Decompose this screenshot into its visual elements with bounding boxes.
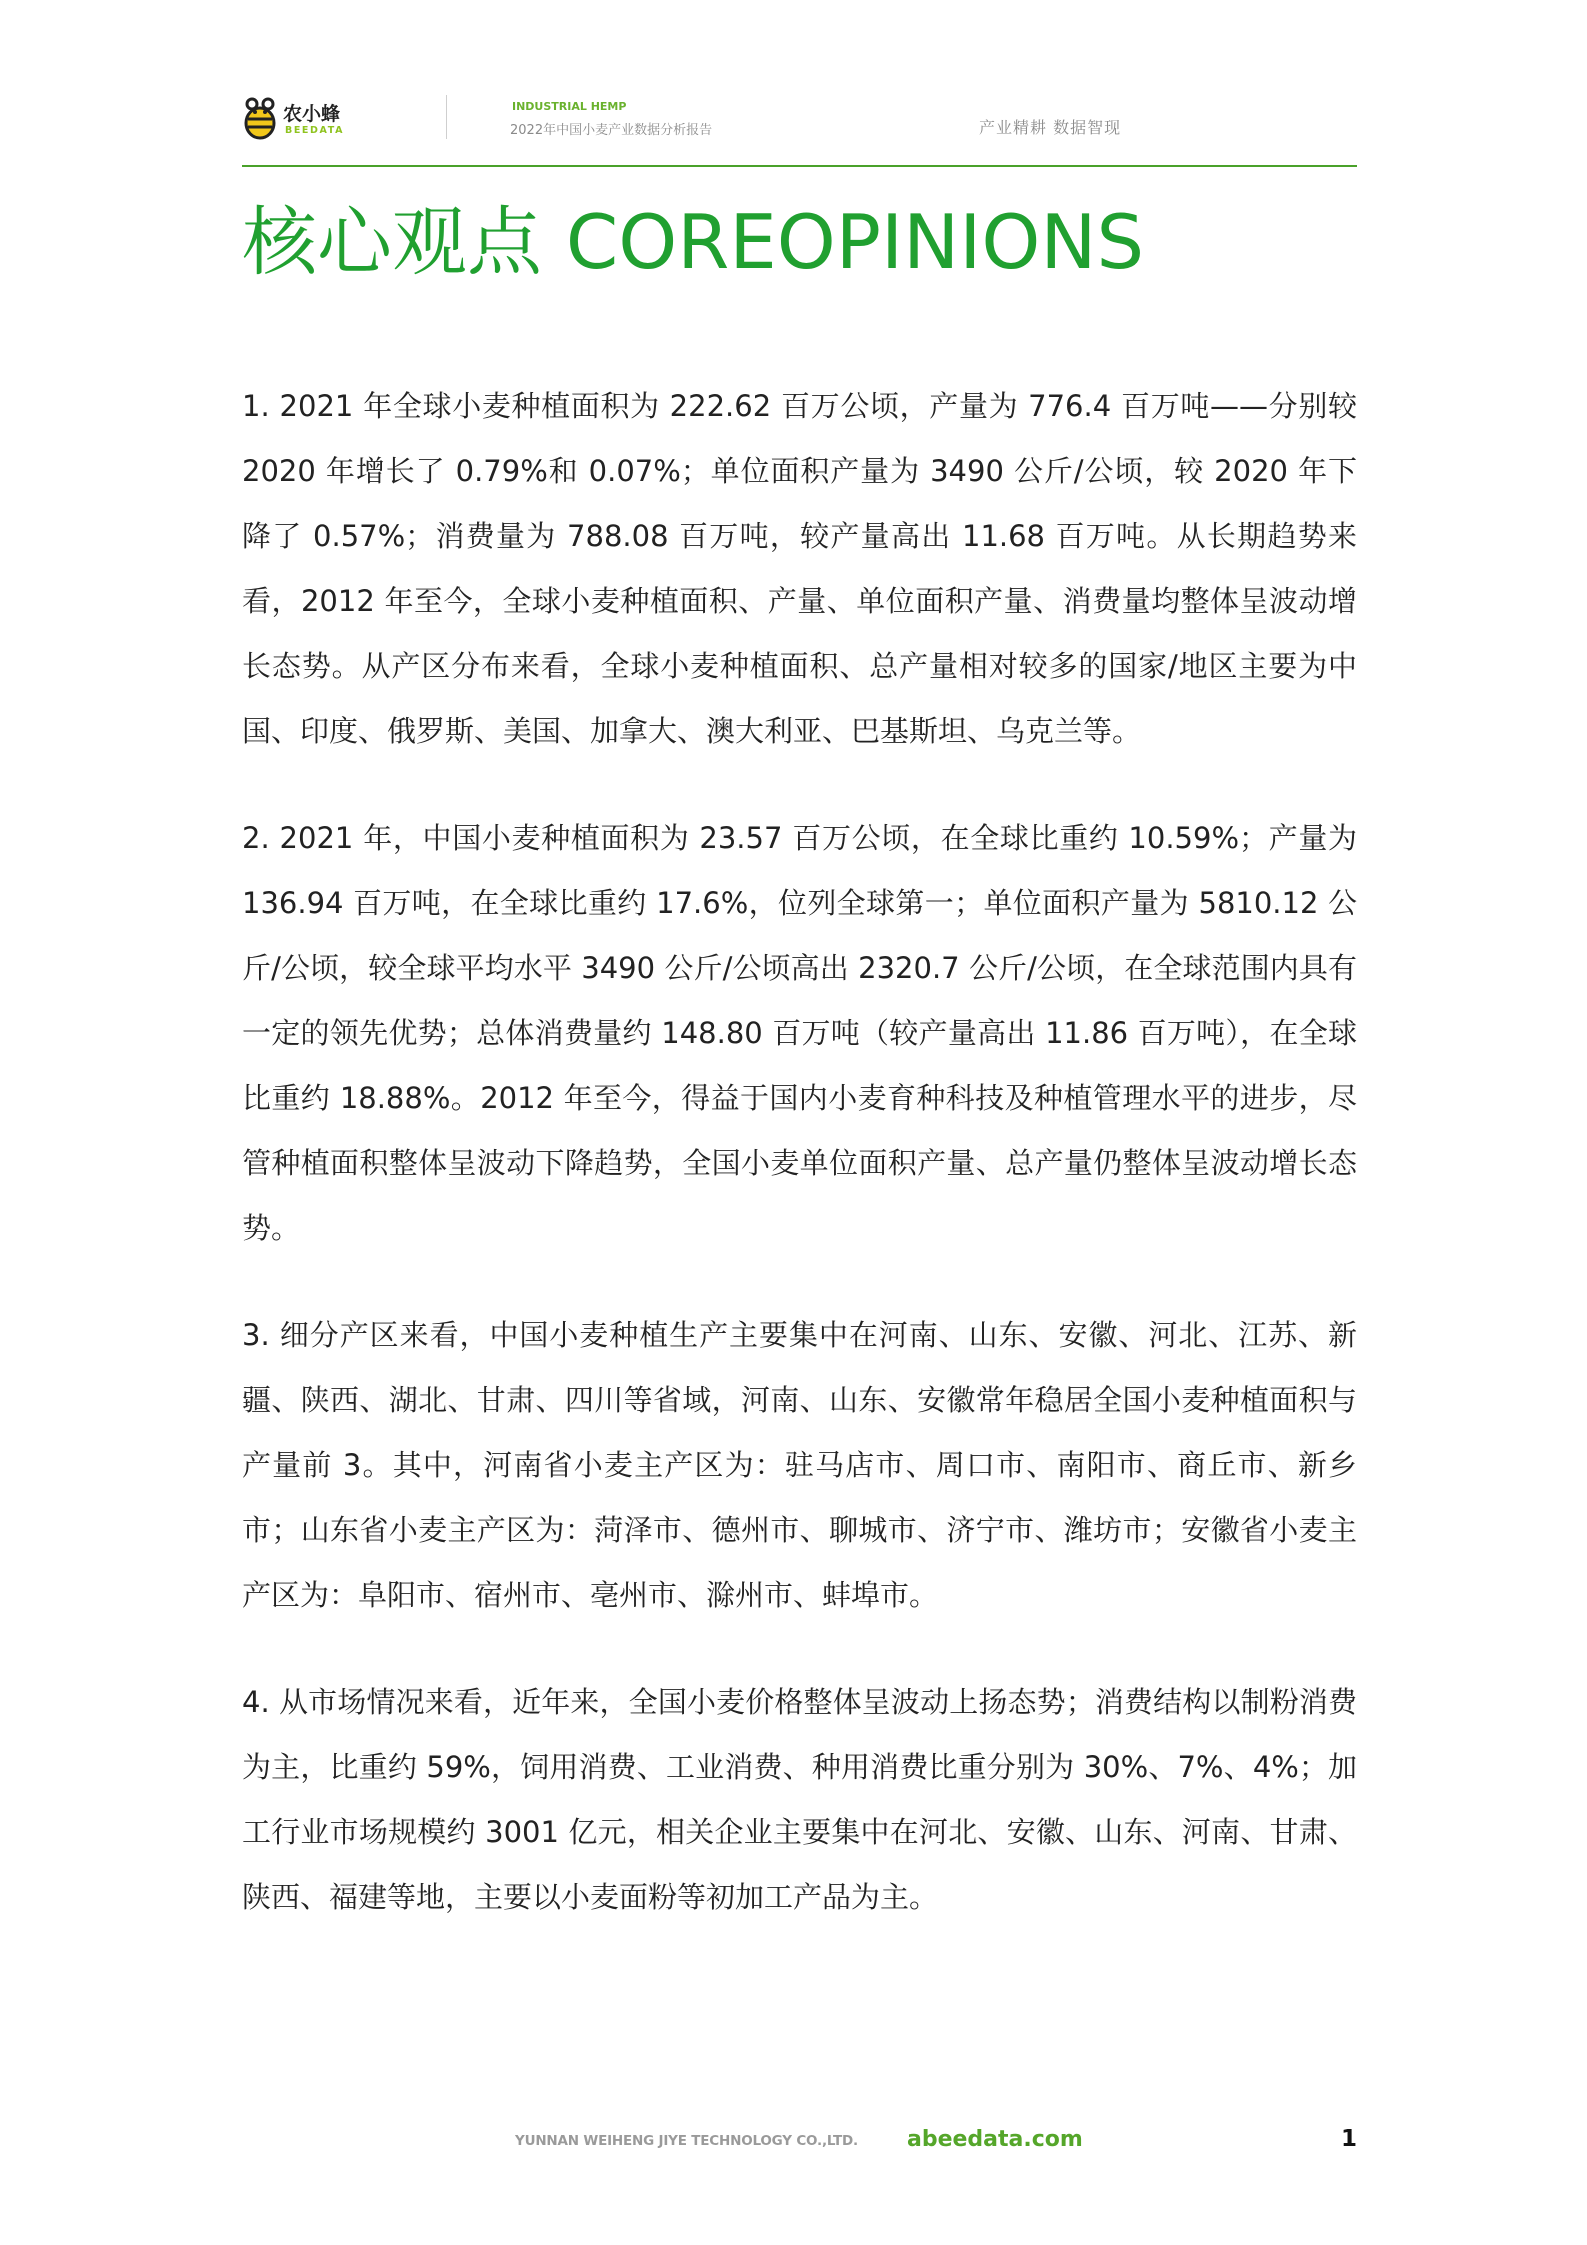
header-rule (242, 165, 1357, 167)
report-en-title: INDUSTRIAL HEMP (512, 100, 627, 113)
paragraph-4: 4. 从市场情况来看，近年来，全国小麦价格整体呈波动上扬态势；消费结构以制粉消费为主，比重约 59%，饲用消费、工业消费、种用消费比重分别为 30%、7%、4%；加工行业市场规模约 3001 亿元，相关企业主要集中在河北、安徽、山东、河南、甘肃、陕西、福建等地，主要以小麦面粉等初加工产品为主。 (242, 1685, 1357, 1914)
report-cn-title: 2022年中国小麦产业数据分析报告 (510, 123, 713, 138)
header-slogan: 产业精耕 数据智现 (979, 118, 1122, 137)
header-divider (446, 95, 447, 139)
page-header (242, 90, 1357, 166)
page-title: 核心观点 COREOPINIONS (242, 198, 1145, 286)
footer-company: YUNNAN WEIHENG JIYE TECHNOLOGY CO.,LTD. (515, 2133, 858, 2149)
core-opinions-body (242, 374, 1357, 1972)
paragraph-3: 3. 细分产区来看，中国小麦种植生产主要集中在河南、山东、安徽、河北、江苏、新疆、陕西、湖北、甘肃、四川等省域，河南、山东、安徽常年稳居全国小麦种植面积与产量前 3。其中，河南省小麦主产区为：驻马店市、周口市、南阳市、商丘市、新乡市；山东省小麦主产区为：菏泽市、德州市、聊城市、济宁市、潍坊市；安徽省小麦主产区为：阜阳市、宿州市、亳州市、滁州市、蚌埠市。 (242, 1318, 1357, 1612)
footer-website-link[interactable]: abeedata.com (907, 2127, 1083, 2152)
beedata-logo[interactable] (242, 95, 352, 145)
page-number: 1 (1341, 2126, 1358, 2152)
paragraph-1: 1. 2021 年全球小麦种植面积为 222.62 百万公顷，产量为 776.4 百万吨——分别较 2020 年增长了 0.79%和 0.07%；单位面积产量为 3490 公斤/公顷，较 2020 年下降了 0.57%；消费量为 788.08 百万吨，较产量高出 11.68 百万吨。从长期趋势来看，2012 年至今，全球小麦种植面积、产量、单位面积产量、消费量均整体呈波动增长态势。从产区分布来看，全球小麦种植面积、总产量相对较多的国家/地区主要为中国、印度、俄罗斯、美国、加拿大、澳大利亚、巴基斯坦、乌克兰等。 (242, 389, 1357, 748)
logo-name: 农小蜂 (283, 103, 341, 125)
paragraph-2: 2. 2021 年，中国小麦种植面积为 23.57 百万公顷，在全球比重约 10.59%；产量为 136.94 百万吨，在全球比重约 17.6%，位列全球第一；单位面积产量为 5810.12 公斤/公顷，较全球平均水平 3490 公斤/公顷高出 2320.7 公斤/公顷，在全球范围内具有一定的领先优势；总体消费量约 148.80 百万吨（较产量高出 11.86 百万吨），在全球比重约 18.88%。2012 年至今，得益于国内小麦育种科技及种植管理水平的进步，尽管种植面积整体呈波动下降趋势，全国小麦单位面积产量、总产量仍整体呈波动增长态势。 (242, 821, 1357, 1245)
logo-sub: BEEDATA (285, 125, 345, 136)
bee-icon (242, 95, 282, 141)
